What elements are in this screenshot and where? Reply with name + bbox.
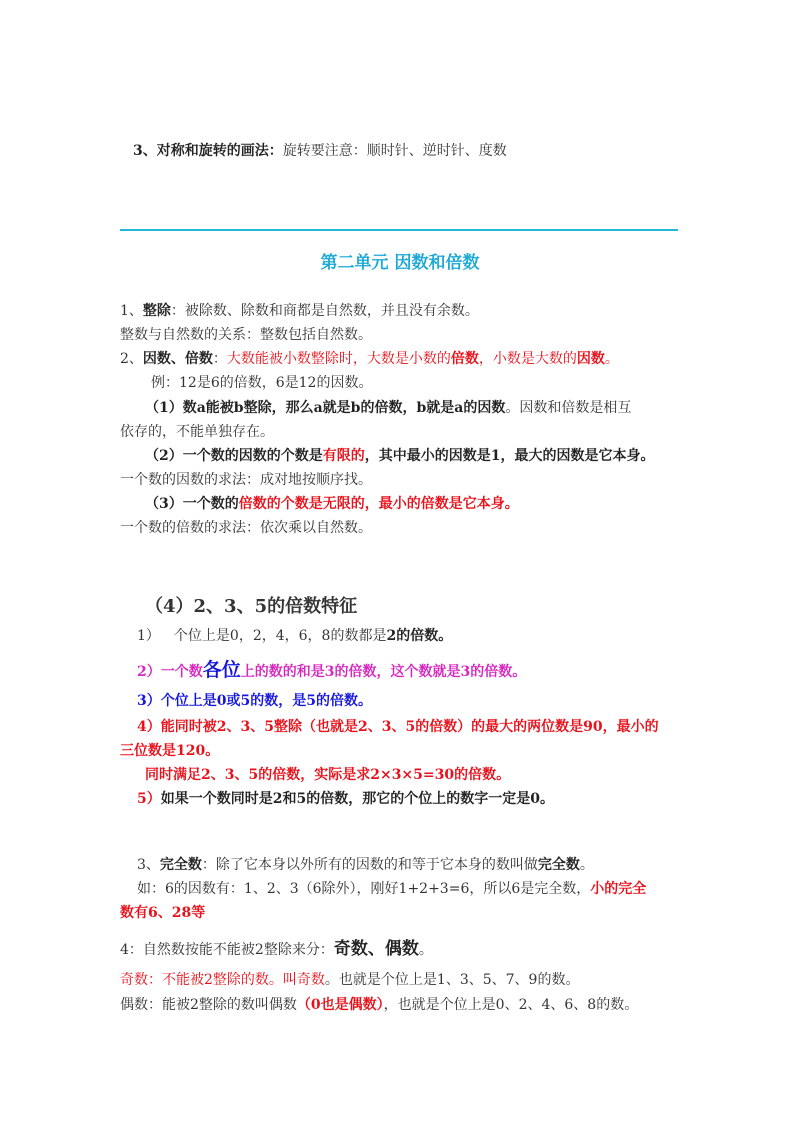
section-divider — [120, 229, 678, 231]
even-number-line: 偶数：能被2整除的数叫偶数（0也是偶数），也就是个位上是0、2、4、6、8的数。 — [120, 997, 639, 1013]
odd-number-line: 奇数：不能被2整除的数。叫奇数。也就是个位上是1、3、5、7、9的数。 — [120, 972, 580, 988]
point-2-line: （2）一个数的因数的个数是有限的，其中最小的因数是1，最大的因数是它本身。 — [145, 448, 655, 464]
rotation-num: 3、 — [133, 143, 157, 159]
feature-5-line: 5）如果一个数同时是2和5的倍数，那它的个位上的数字一定是0。 — [137, 791, 554, 807]
perfect-number-line: 3、完全数：除了它本身以外所有的因数的和等于它本身的数叫做完全数。 — [137, 857, 594, 873]
integer-relation-line: 整数与自然数的关系：整数包括自然数。 — [120, 327, 372, 343]
perfect-number-example: 如：6的因数有：1、2、3（6除外），刚好1+2+3=6，所以6是完全数，小的完全 — [137, 881, 647, 897]
feature-4-note: 同时满足2、3、5的倍数，实际是求2×3×5=30的倍数。 — [145, 767, 511, 783]
rotation-label: 对称和旋转的画法： — [156, 143, 283, 159]
feature-2-highlight: 各位 — [202, 659, 241, 681]
factor-multiple-label: 因数、倍数 — [142, 351, 213, 367]
unit-title: 第二单元 因数和倍数 — [320, 253, 480, 273]
perfect-number-label: 完全数 — [159, 857, 202, 873]
factor-method-line: 一个数的因数的求法：成对地按顺序找。 — [120, 472, 372, 488]
point-3-line: （3）一个数的倍数的个数是无限的，最小的倍数是它本身。 — [145, 496, 519, 512]
rotation-drawing-line — [133, 141, 507, 161]
perfect-number-example-cont: 数有6、28等 — [120, 905, 206, 921]
divisibility-label: 整除 — [142, 303, 171, 319]
feature-4-continuation: 三位数是120。 — [120, 743, 220, 759]
feature-3-line: 3）个位上是0或5的数，是5的倍数。 — [137, 693, 372, 709]
divisibility-line: 1、整除：被除数、除数和商都是自然数，并且没有余数。 — [120, 303, 479, 319]
section-4-title: （4）2、3、5的倍数特征 — [145, 596, 358, 617]
factor-multiple-line: 2、因数、倍数：大数能被小数整除时，大数是小数的倍数，小数是大数的因数。 — [120, 351, 619, 367]
odd-even-line: 4：自然数按能不能被2整除来分：奇数、偶数。 — [120, 939, 433, 959]
feature-1-line: 1） 个位上是0，2，4，6，8的数都是2的倍数。 — [137, 628, 453, 644]
example-line: 例：12是6的倍数，6是12的因数。 — [151, 375, 373, 391]
feature-2-line: 2）一个数各位上的数的和是3的倍数，这个数就是3的倍数。 — [137, 659, 527, 681]
multiple-method-line: 一个数的倍数的求法：依次乘以自然数。 — [120, 520, 372, 536]
point-1-line: （1）数a能被b整除，那么a就是b的倍数，b就是a的因数。因数和倍数是相互 — [145, 400, 632, 416]
odd-even-term: 奇数、偶数 — [333, 939, 419, 959]
rotation-text: 旋转要注意：顺时针、逆时针、度数 — [282, 143, 507, 159]
feature-4-line: 4）能同时被2、3、5整除（也就是2、3、5的倍数）的最大的两位数是90，最小的 — [137, 719, 659, 735]
point-1-continuation: 依存的，不能单独存在。 — [120, 424, 274, 440]
